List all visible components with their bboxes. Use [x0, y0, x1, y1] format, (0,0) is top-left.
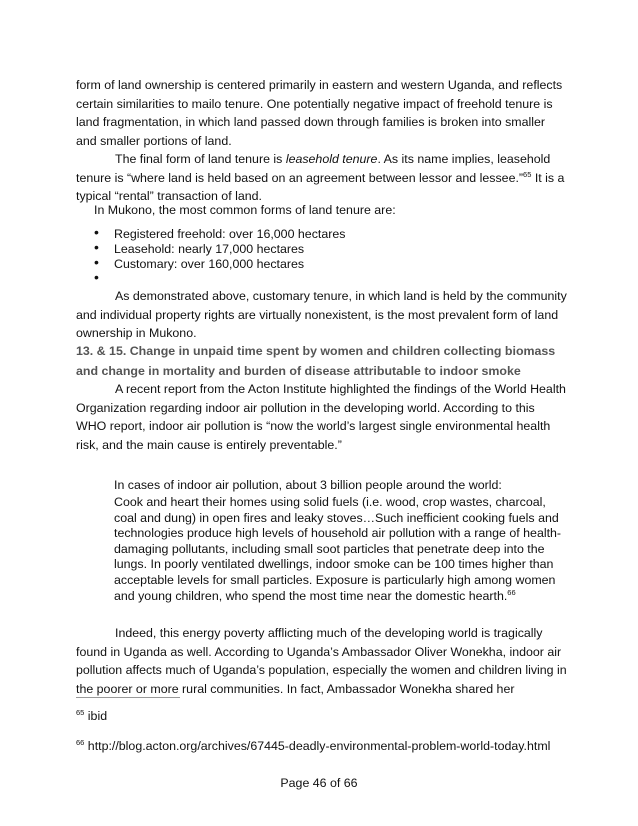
text-run: The final form of land tenure is [115, 152, 286, 166]
footnote-number: 65 [76, 707, 85, 717]
footnote-text: ibid [87, 709, 108, 723]
section-heading: 13. & 15. Change in unpaid time spent by women and children collecting biomass and change in mortality and burden of disease attributable to indoor smoke [76, 344, 556, 378]
italic-term: leasehold tenure [285, 152, 378, 166]
footnote-65 [76, 708, 107, 724]
document-page: form of land ownership is centered primarily in eastern and western Uganda, and reflects certain similarities to mailo tenure. One potentially negative impact of freehold tenure is land fragmentation, in which land passed down through families is broken into smaller and smaller portions of land. The final form of land tenure is leasehold tenure. As its name implies, leasehold tenure is “where land is held based on an agreement between lessor and lessee.”$^{65}$ It is a typical “rental” transaction of land. In Mukono, the most common forms of land tenure are: • Registered freehold: over 16,000 hectares • Leasehold: nearly 17,000 hectares • Customary: over 160,000 hectares • As demonstrated above, customary tenure, in which land is held by the community and individual property rights are virtually nonexistent, is the most prevalent form of land ownership in Mukono. 13. & 15. Change in unpaid time spent by women and children collecting biomass and change in mortality and burden of disease attributable to indoor smoke A recent report from the Acton Institute highlighted the findings of the World Health Organization regarding indoor air pollution in the developing world. According to this WHO report, indoor air pollution is “now the world’s largest single environmental health risk, and the main cause is entirely preventable.” In cases of indoor air pollution, about 3 billion people around the world: Cook and heart their homes using solid fuels (i.e. wood, crop wastes, charcoal, coal and dung) in open fires and leaky stoves…Such inefficient cooking fuels and technologies produce high levels of household air pollution with a range of health-damaging pollutants, including small soot particles that penetrate deep into the lungs. In poorly ventilated dwellings, indoor smoke can be 100 times higher than acceptable levels for small particles. Exposure is particularly high among women and young children, who spend the most time near the domestic hearth.$^{66}$ Indeed, this energy poverty afflicting much of the developing world is tragically found in Uganda as well. According to Uganda’s Ambassador Oliver Wonekha, indoor air pollution affects much of Uganda’s population, especially the women and children living in the poorer or more rural communities. In fact, Ambassador Wonekha shared her $^{65}$ ibid $^{66}$ http://blog.acton.org/archives/67445-deadly-environmental-problem-world-today.html Page 46 of 66 [0, 0, 638, 826]
bullet-icon: • [94, 239, 99, 255]
paragraph-mukono-intro: In Mukono, the most common forms of land tenure are: [94, 203, 396, 217]
paragraph-leasehold [76, 150, 568, 206]
footnote-link[interactable]: http://blog.acton.org/archives/67445-deadly-environmental-problem-world-today.html [87, 739, 551, 753]
paragraph-customary: As demonstrated above, customary tenure, in which land is held by the community and individual property rights are virtually nonexistent, is the most prevalent form of land ownership in Mukono. [76, 289, 567, 341]
quote-intro: In cases of indoor air pollution, about 3 billion people around the world: [114, 478, 502, 493]
page-number: Page 46 of 66 [280, 776, 358, 790]
text-run: . As its name implies, leasehold tenure is “where land is held based on an agreement between lessor and lessee.” [76, 152, 551, 185]
footnote-66 [76, 738, 550, 754]
footnote-number: 66 [76, 737, 85, 747]
text-run: It is a typical “rental” transaction of land. [76, 170, 565, 204]
footnote-ref-66[interactable]: 66 [507, 587, 516, 597]
block-quote [114, 495, 564, 604]
bullet-icon: • [94, 254, 99, 270]
paragraph-energy-poverty: Indeed, this energy poverty afflicting much of the developing world is tragically found in Uganda as well. According to Uganda’s Ambassador Oliver Wonekha, indoor air pollution affects much of Uganda’s population, especially the women and children living in the poorer or more rural communities. In fact, Ambassador Wonekha shared her [76, 626, 567, 696]
bullet-icon: • [94, 224, 99, 240]
footnote-ref-65[interactable]: 65 [523, 169, 532, 179]
footnote-divider [76, 697, 180, 698]
paragraph-acton-report: A recent report from the Acton Institute highlighted the findings of the World Health Organization regarding indoor air pollution in the developing world. According to this WHO report, indoor air pollution is “now the world’s largest single environmental health risk, and the main cause is entirely preventable.” [76, 382, 566, 452]
bullet-icon: • [94, 269, 99, 285]
quote-text: Cook and heart their homes using solid fuels (i.e. wood, crop wastes, charcoal, coal and dung) in open fires and leaky stoves…Such inefficient cooking fuels and technologies produce high levels of household air pollution with a range of health-damaging pollutants, including small soot particles that penetrate deep into the lungs. In poorly ventilated dwellings, indoor smoke can be 100 times higher than acceptable levels for small particles. Exposure is particularly high among women and young children, who spend the most time near the domestic hearth. [114, 495, 562, 603]
paragraph-freehold: form of land ownership is centered primarily in eastern and western Uganda, and reflects certain similarities to mailo tenure. One potentially negative impact of freehold tenure is land fragmentation, in which land passed down through families is broken into smaller and smaller portions of land. [76, 78, 563, 148]
